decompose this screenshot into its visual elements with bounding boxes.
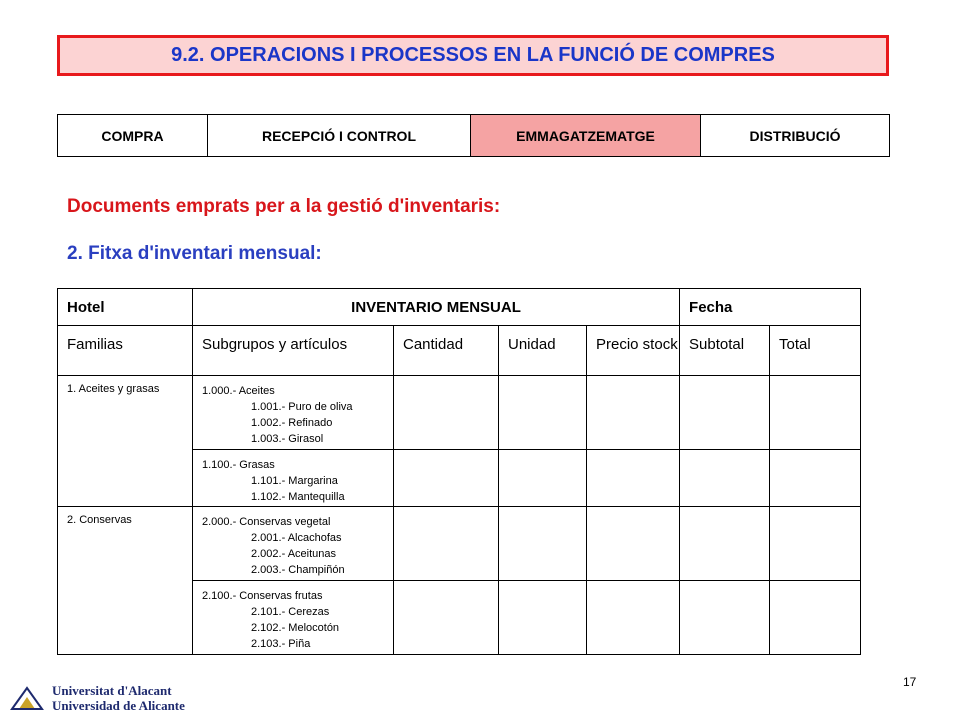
cantidad-cell[interactable] <box>394 581 499 655</box>
university-emblem-icon <box>10 685 44 711</box>
documents-heading: Documents emprats per a la gestió d'inventaris: <box>67 196 501 217</box>
col-cantidad: Cantidad <box>394 326 499 376</box>
step-compra: COMPRA <box>58 115 208 157</box>
page-number: 17 <box>903 675 917 689</box>
family-cell: 2. Conservas <box>58 507 193 655</box>
page-title: 9.2. OPERACIONS I PROCESSOS EN LA FUNCIÓ DE COMPRES <box>57 35 889 76</box>
total-cell[interactable] <box>770 450 861 507</box>
total-cell[interactable] <box>770 507 861 581</box>
subgroup-cell <box>193 450 394 507</box>
article-item: 1.003.- Girasol <box>251 433 324 445</box>
subgroup-title: 2.000.- Conservas vegetal <box>202 516 331 528</box>
article-item: 2.001.- Alcachofas <box>251 532 342 544</box>
article-item: 1.002.- Refinado <box>251 417 333 429</box>
inventory-table <box>57 288 861 655</box>
cantidad-cell[interactable] <box>394 450 499 507</box>
article-item: 2.103.- Piña <box>251 638 311 650</box>
article-item: 2.102.- Melocotón <box>251 622 340 634</box>
header-inventario-mensual: INVENTARIO MENSUAL <box>193 289 680 326</box>
total-cell[interactable] <box>770 376 861 450</box>
unidad-cell[interactable] <box>499 450 587 507</box>
header-hotel: Hotel <box>58 289 193 326</box>
precio-cell[interactable] <box>587 450 680 507</box>
col-subgrupos: Subgrupos y artículos <box>193 326 394 376</box>
article-item: 1.001.- Puro de oliva <box>251 401 353 413</box>
subtotal-cell[interactable] <box>680 376 770 450</box>
university-name <box>52 683 185 713</box>
university-logo <box>10 683 185 713</box>
step-recepcio-control: RECEPCIÓ I CONTROL <box>208 115 471 157</box>
col-precio-stock: Precio stock <box>587 326 680 376</box>
precio-cell[interactable] <box>587 507 680 581</box>
subgroup-title: 1.100.- Grasas <box>202 459 275 471</box>
family-cell: 1. Aceites y grasas <box>58 376 193 507</box>
step-emmagatzematge: EMMAGATZEMATGE <box>471 115 701 157</box>
subtotal-cell[interactable] <box>680 450 770 507</box>
article-item: 2.002.- Aceitunas <box>251 548 337 560</box>
col-unidad: Unidad <box>499 326 587 376</box>
unidad-cell[interactable] <box>499 376 587 450</box>
step-distribucio: DISTRIBUCIÓ <box>701 115 890 157</box>
subgroup-title: 2.100.- Conservas frutas <box>202 590 323 602</box>
subgroup-cell <box>193 376 394 450</box>
total-cell[interactable] <box>770 581 861 655</box>
article-item: 1.101.- Margarina <box>251 475 338 487</box>
precio-cell[interactable] <box>587 581 680 655</box>
article-item: 2.003.- Champiñón <box>251 564 345 576</box>
fitxa-heading: 2. Fitxa d'inventari mensual: <box>67 243 322 264</box>
article-item: 2.101.- Cerezas <box>251 606 330 618</box>
col-familias: Familias <box>58 326 193 376</box>
precio-cell[interactable] <box>587 376 680 450</box>
table-row <box>58 376 861 450</box>
table-row <box>58 507 861 581</box>
unidad-cell[interactable] <box>499 581 587 655</box>
subtotal-cell[interactable] <box>680 507 770 581</box>
subgroup-cell <box>193 581 394 655</box>
subgroup-title: 1.000.- Aceites <box>202 385 275 397</box>
column-header-row <box>58 326 861 376</box>
university-name-line1: Universitat d'Alacant <box>52 683 172 698</box>
subtotal-cell[interactable] <box>680 581 770 655</box>
cantidad-cell[interactable] <box>394 376 499 450</box>
col-total: Total <box>770 326 861 376</box>
article-item: 1.102.- Mantequilla <box>251 491 345 503</box>
inventory-header-row <box>58 289 861 326</box>
unidad-cell[interactable] <box>499 507 587 581</box>
header-fecha: Fecha <box>680 289 861 326</box>
process-steps-table <box>57 114 890 157</box>
col-subtotal: Subtotal <box>680 326 770 376</box>
university-name-line2: Universidad de Alicante <box>52 698 185 713</box>
subgroup-cell <box>193 507 394 581</box>
cantidad-cell[interactable] <box>394 507 499 581</box>
